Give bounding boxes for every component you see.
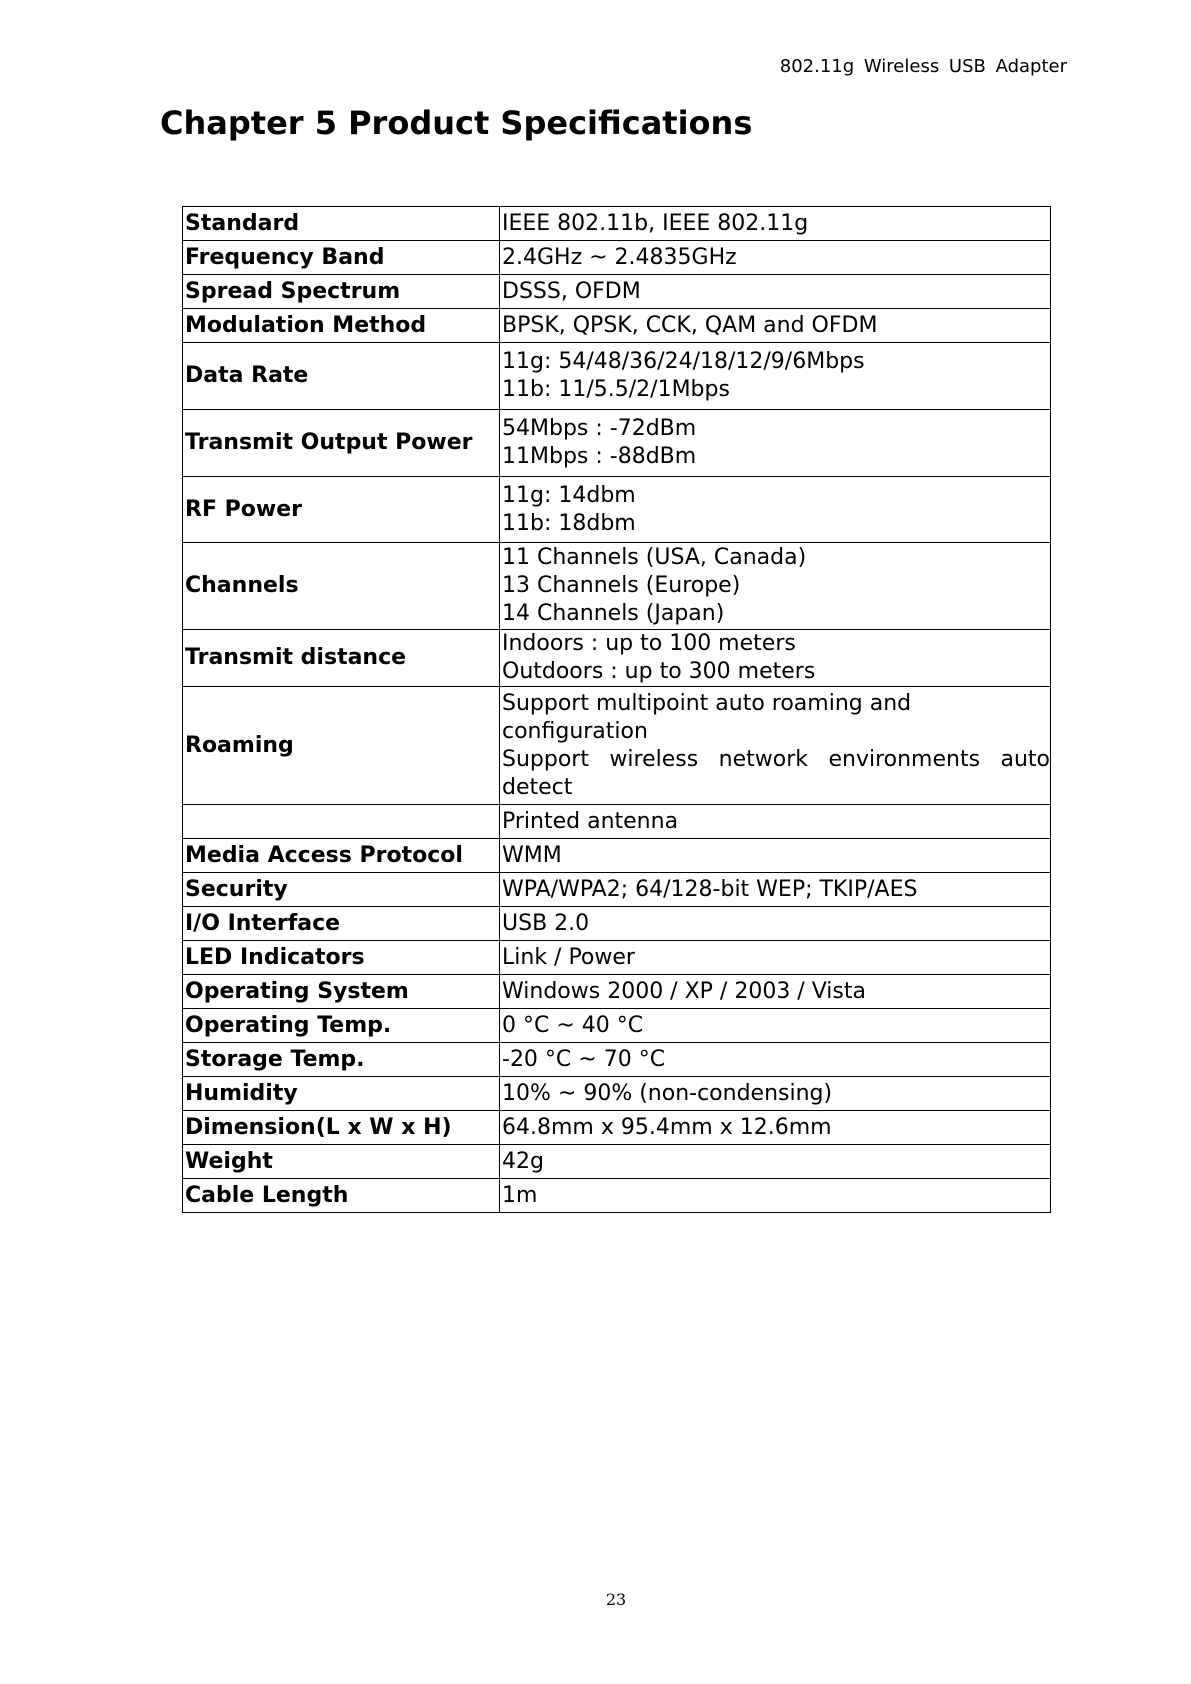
spec-value: WMM	[500, 839, 1051, 873]
page-number: 23	[605, 1590, 627, 1609]
spec-value-line: 11 Channels (USA, Canada)	[502, 545, 807, 570]
spec-label: Operating Temp.	[183, 1009, 500, 1043]
spec-label: Standard	[183, 207, 500, 241]
spec-value-line: 11g: 54/48/36/24/18/12/9/6Mbps	[502, 349, 865, 374]
spec-value: USB 2.0	[500, 907, 1051, 941]
table-row	[183, 207, 1051, 241]
spec-value	[500, 543, 1051, 630]
spec-value: 64.8mm x 95.4mm x 12.6mm	[500, 1111, 1051, 1145]
spec-label	[183, 805, 500, 839]
spec-value-line: Outdoors : up to 300 meters	[502, 659, 816, 684]
specifications-table	[182, 206, 1051, 1213]
table-row	[183, 275, 1051, 309]
chapter-title: Chapter 5 Product Specifications	[160, 104, 753, 142]
spec-label: Cable Length	[183, 1179, 500, 1213]
spec-value-line: 11Mbps : -88dBm	[502, 444, 697, 469]
spec-label: Security	[183, 873, 500, 907]
table-row	[183, 687, 1051, 805]
spec-value	[500, 687, 1051, 805]
spec-label: Dimension(L x W x H)	[183, 1111, 500, 1145]
spec-value-line: 54Mbps : -72dBm	[502, 416, 697, 441]
table-row	[183, 873, 1051, 907]
spec-label: Channels	[183, 543, 500, 630]
table-row	[183, 309, 1051, 343]
spec-value: DSSS, OFDM	[500, 275, 1051, 309]
spec-value-line: Support multipoint auto roaming and configuration	[502, 690, 912, 744]
spec-value: 2.4GHz ~ 2.4835GHz	[500, 241, 1051, 275]
spec-label: Frequency Band	[183, 241, 500, 275]
spec-value: 42g	[500, 1145, 1051, 1179]
spec-value-line: 14 Channels (Japan)	[502, 601, 725, 626]
spec-label: Spread Spectrum	[183, 275, 500, 309]
spec-value	[500, 410, 1051, 477]
table-row	[183, 1043, 1051, 1077]
table-row	[183, 630, 1051, 687]
spec-value: Windows 2000 / XP / 2003 / Vista	[500, 975, 1051, 1009]
table-row	[183, 839, 1051, 873]
spec-value: 1m	[500, 1179, 1051, 1213]
spec-value-line: 13 Channels (Europe)	[502, 573, 741, 598]
spec-value-line: 11b: 11/5.5/2/1Mbps	[502, 377, 730, 402]
spec-value	[500, 477, 1051, 543]
table-row	[183, 941, 1051, 975]
spec-label: Media Access Protocol	[183, 839, 500, 873]
spec-value: IEEE 802.11b, IEEE 802.11g	[500, 207, 1051, 241]
running-header: 802.11g Wireless USB Adapter	[779, 56, 1067, 77]
spec-label: I/O Interface	[183, 907, 500, 941]
table-row	[183, 477, 1051, 543]
spec-label: Transmit Output Power	[183, 410, 500, 477]
spec-value	[500, 343, 1051, 410]
spec-label: LED Indicators	[183, 941, 500, 975]
spec-value-line: 11b: 18dbm	[502, 510, 636, 536]
table-row	[183, 410, 1051, 477]
spec-label: Humidity	[183, 1077, 500, 1111]
table-row	[183, 543, 1051, 630]
table-row	[183, 1077, 1051, 1111]
spec-value: BPSK, QPSK, CCK, QAM and OFDM	[500, 309, 1051, 343]
table-row	[183, 343, 1051, 410]
table-row	[183, 805, 1051, 839]
table-row	[183, 1009, 1051, 1043]
spec-value: Printed antenna	[500, 805, 1051, 839]
table-row	[183, 975, 1051, 1009]
spec-label: Data Rate	[183, 343, 500, 410]
spec-value-line: Support wireless network environments auto detect	[502, 746, 1050, 800]
spec-label: Roaming	[183, 687, 500, 805]
table-row	[183, 241, 1051, 275]
spec-value: 10% ~ 90% (non-condensing)	[500, 1077, 1051, 1111]
spec-value-line: 11g: 14dbm	[502, 482, 636, 508]
spec-value: -20 °C ~ 70 °C	[500, 1043, 1051, 1077]
table-row	[183, 1145, 1051, 1179]
spec-label: RF Power	[183, 477, 500, 543]
table-row	[183, 1179, 1051, 1213]
spec-value-line: Indoors : up to 100 meters	[502, 631, 796, 656]
table-row	[183, 907, 1051, 941]
spec-value: WPA/WPA2; 64/128-bit WEP; TKIP/AES	[500, 873, 1051, 907]
table-row	[183, 1111, 1051, 1145]
spec-value	[500, 630, 1051, 687]
spec-label: Modulation Method	[183, 309, 500, 343]
spec-label: Operating System	[183, 975, 500, 1009]
spec-value: 0 °C ~ 40 °C	[500, 1009, 1051, 1043]
spec-label: Transmit distance	[183, 630, 500, 687]
spec-label: Storage Temp.	[183, 1043, 500, 1077]
spec-label: Weight	[183, 1145, 500, 1179]
spec-value: Link / Power	[500, 941, 1051, 975]
